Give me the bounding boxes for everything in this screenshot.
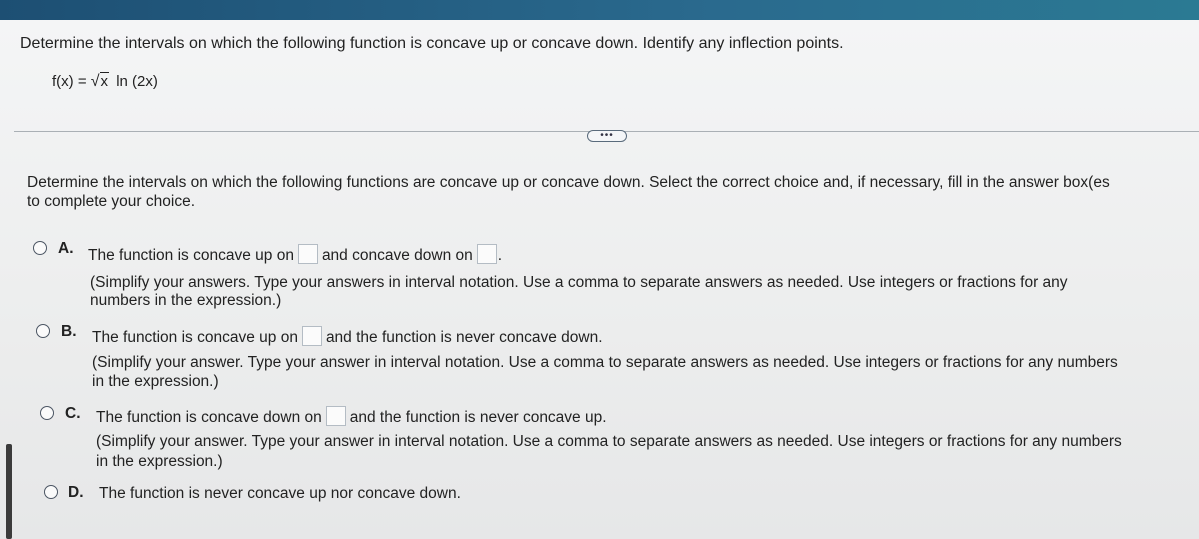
radio-choice-c[interactable] [40,406,54,420]
question-prompt: Determine the intervals on which the following function is concave up or concave down. Identify any inflection points. [20,35,844,52]
choice-b-hint-1: (Simplify your answer. Type your answer in interval notation. Use a comma to separate answers as needed. Use integers or fractions for any numbers [92,354,1118,371]
function-rest: ln (2x) [116,73,158,90]
instruction-line-2: to complete your choice. [27,193,196,210]
answer-box-c-concave-down[interactable] [326,406,346,426]
choice-b-text-before: The function is concave up on [92,329,298,346]
radio-choice-a[interactable] [33,241,47,255]
top-bar [0,0,1199,20]
choice-a-text-before: The function is concave up on [88,247,294,264]
function-lhs: f(x) = [52,73,87,90]
choice-d-letter: D. [68,484,84,501]
choice-c-statement [96,408,607,427]
choice-a-hint-2: numbers in the expression.) [90,292,282,309]
radical-sign: √ [90,73,100,90]
choice-a-text-after: . [497,247,503,264]
choice-a-statement [88,246,502,265]
choice-a-letter: A. [58,240,74,257]
choice-a-text-middle: and concave down on [321,247,473,264]
radicand: x [100,73,109,90]
choice-c-hint-1: (Simplify your answer. Type your answer in interval notation. Use a comma to separate answers as needed. Use integers or fractions for any numbers [96,433,1122,450]
function-expression [52,72,158,91]
answer-box-a-concave-up[interactable] [298,244,318,264]
choice-b-text-after: and the function is never concave down. [325,329,603,346]
answer-box-b-concave-up[interactable] [302,326,322,346]
answer-box-a-concave-down[interactable] [477,244,497,264]
choice-a-hint-1: (Simplify your answers. Type your answers in interval notation. Use a comma to separate answers as needed. Use integers or fractions for any [90,274,1068,291]
more-options-button[interactable]: ••• [587,130,627,142]
choice-c-letter: C. [65,405,81,422]
choice-c-text-before: The function is concave down on [96,409,322,426]
choice-d-statement: The function is never concave up nor concave down. [99,485,461,502]
instruction-line-1: Determine the intervals on which the following functions are concave up or concave down. Select the correct choice and, if necessary, fill in the answer box(es [27,174,1110,191]
choice-b-statement [92,328,603,347]
radio-choice-d[interactable] [44,485,58,499]
choice-b-hint-2: in the expression.) [92,373,219,390]
choice-c-text-after: and the function is never concave up. [349,409,607,426]
radio-choice-b[interactable] [36,324,50,338]
choice-b-letter: B. [61,323,77,340]
left-edge-bar [6,444,12,539]
choice-c-hint-2: in the expression.) [96,453,223,470]
